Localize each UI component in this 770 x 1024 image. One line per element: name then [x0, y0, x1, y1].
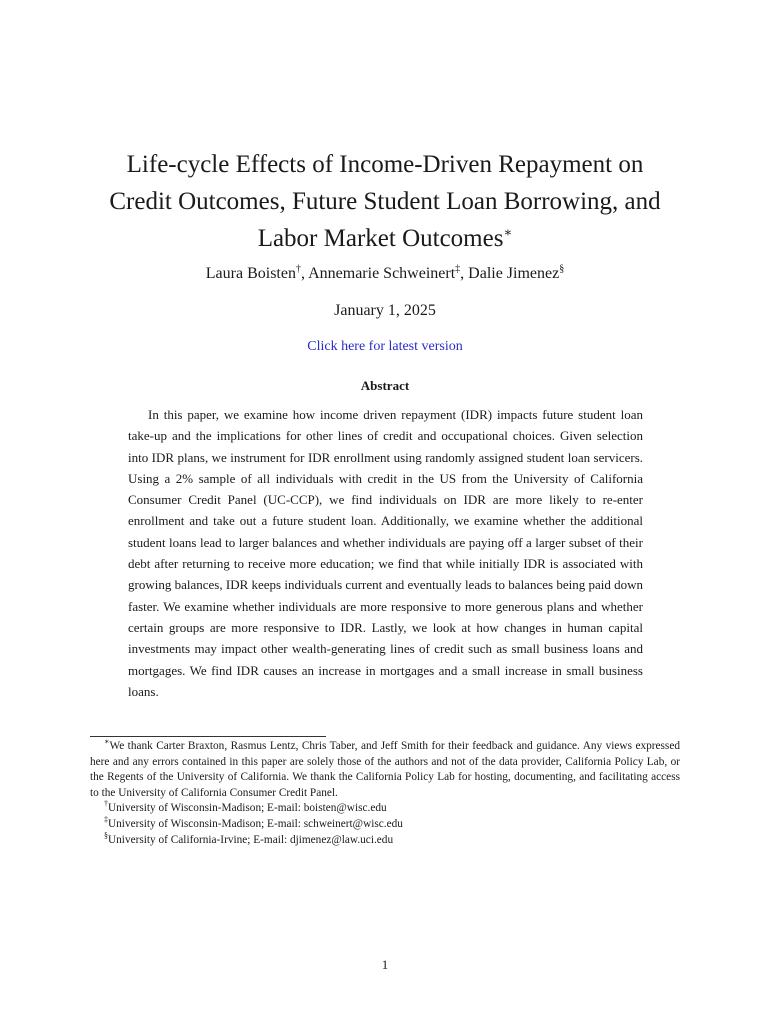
footnote-affiliation [90, 817, 680, 833]
footnote-text: University of Wisconsin-Madison; E-mail: schweinert@wisc.edu [108, 817, 403, 830]
footnote-mark: § [104, 830, 108, 840]
title-footnote-mark[interactable]: ∗ [503, 224, 513, 240]
footnote-acknowledgments [90, 739, 680, 801]
footnote-text: University of California-Irvine; E-mail: djimenez@law.uci.edu [108, 833, 394, 846]
page-number: 1 [381, 957, 389, 972]
footnotes [90, 739, 680, 848]
footnote-mark: ‡ [104, 815, 108, 825]
title-line-2: Credit Outcomes, Future Student Loan Borrowing, and [109, 188, 661, 215]
footnote-affiliation [90, 830, 680, 849]
author-name: Dalie Jimenez [468, 265, 560, 282]
author-list [60, 263, 710, 285]
title-line-3-text: Labor Market Outcomes [257, 225, 504, 252]
author-name: Laura Boisten [205, 265, 296, 282]
abstract-text: In this paper, we examine how income driven repayment (IDR) impacts future student loan take-up and the implications for other lines of credit and occupational choices. Given selection into IDR plans, we instrument for IDR enrollment using randomly assigned student loan servicers. Using a 2% sample of all individuals with credit in the US from the University of California Consumer Credit Panel (UC-CCP), we find individuals on IDR are more likely to re-enter enrollment and take out a future student loan. Additionally, we examine whether the additional student loans lead to larger balances and whether individuals are paying off a larger subset of their debt after returning to receive more education; we find that while initially IDR is associated with growing balances, IDR keeps individuals current and eventually leads to balances being paid down faster. We examine whether individuals are more responsive to more generous plans and whether certain groups are more responsive to IDR. Lastly, we look at how changes in human capital investments may impact other wealth-generating lines of credit such as small business loans and mortgages. We find IDR causes an increase in mortgages and a small increase in small business loans. [128, 407, 643, 699]
author-footnote-mark[interactable]: † [295, 263, 301, 275]
paper-date: January 1, 2025 [334, 302, 436, 319]
footnote-divider [90, 736, 326, 737]
latest-version-link[interactable]: Click here for latest version [307, 339, 463, 354]
title-line-1: Life-cycle Effects of Income-Driven Repayment on [126, 151, 644, 178]
footnote-mark: ∗ [104, 737, 110, 747]
author-footnote-mark[interactable]: § [559, 263, 565, 275]
author-separator: , [460, 265, 469, 282]
author-name: Annemarie Schweinert [308, 265, 456, 282]
author-footnote-mark[interactable]: ‡ [455, 263, 461, 275]
title-line-3 [60, 220, 710, 257]
latest-version-container [60, 337, 710, 357]
footnote-text: University of Wisconsin-Madison; E-mail: boisten@wisc.edu [108, 802, 387, 815]
paper-title [60, 146, 710, 257]
author-separator: , [300, 265, 309, 282]
abstract-heading: Abstract [360, 378, 410, 393]
footnote-text: We thank Carter Braxton, Rasmus Lentz, Chris Taber, and Jeff Smith for their feedback and guidance. Any views expressed here and any errors contained in this paper are solely those of the authors and not of the data provider, California Policy Lab, or the Regents of the University of California. We thank the California Policy Lab for hosting, documenting, and facilitating access to the University of California Consumer Credit Panel. [90, 740, 680, 799]
footnote-mark: † [104, 799, 108, 809]
footnote-affiliation [90, 801, 680, 817]
